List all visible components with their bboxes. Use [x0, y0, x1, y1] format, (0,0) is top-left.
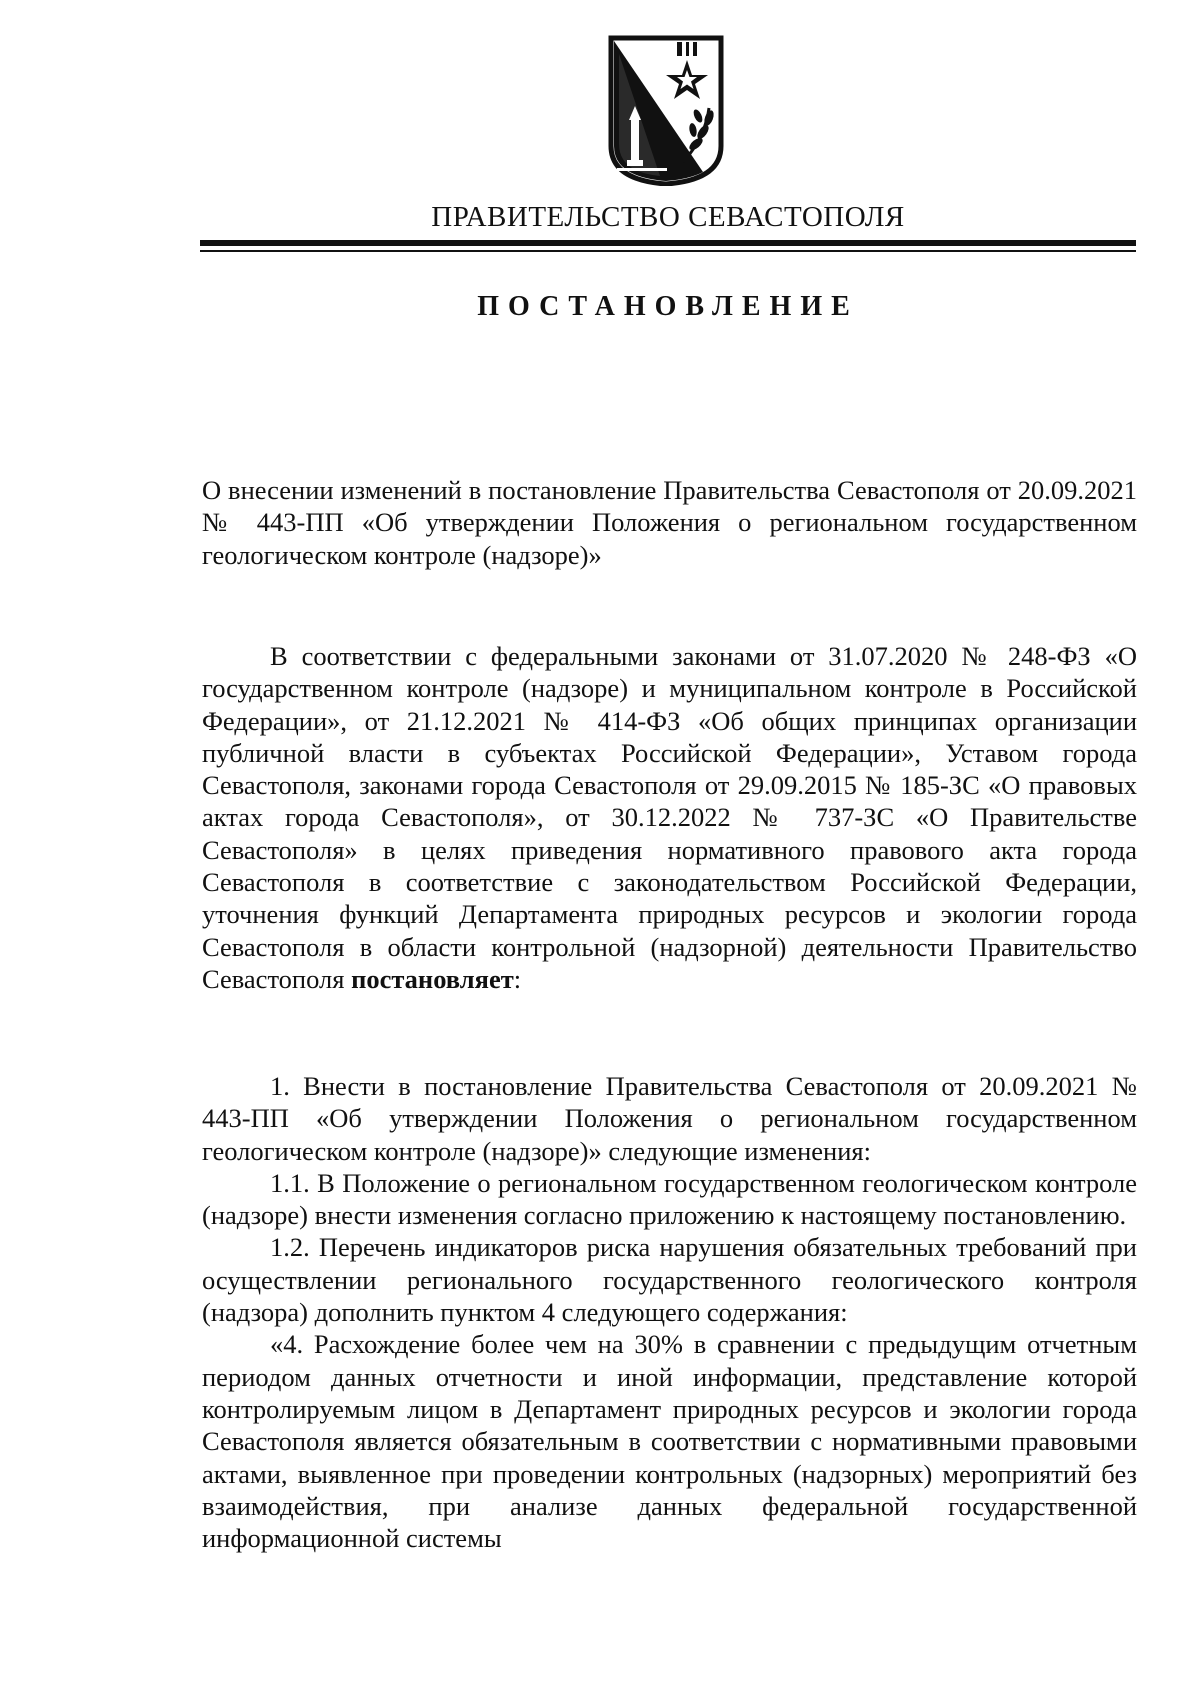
sevastopol-coat-of-arms-icon: [605, 34, 727, 186]
item-paragraph-1-1: 1.1. В Положение о региональном государственном геологическом контроле (надзоре) внести изменения согласно приложению к настоящему постановлению.: [202, 1167, 1137, 1231]
subject-text: О внесении изменений в постановление Правительства Севастополя от 20.09.2021 № 443-ПП «Об утверждении Положения о региональном государственном геологическом контроле (надзоре)»: [202, 475, 1137, 570]
item-paragraph-1: 1. Внести в постановление Правительства Севастополя от 20.09.2021 № 443-ПП «Об утверждении Положения о региональном государственном геологическом контроле (надзоре)» следующие изменения:: [202, 1071, 1137, 1166]
header-rule-thick: [200, 240, 1136, 246]
preamble-text: В соответствии с федеральными законами от 31.07.2020 № 248-ФЗ «О государственном контроле (надзоре) и муниципальном контроле в Российской Федерации», от 21.12.2021 № 414-ФЗ «Об общих принципах организации публичной власти в субъектах Российской Федерации», Уставом города Севастополя, законами города Севастополя от 29.09.2015 № 185-ЗС «О правовых актах города Севастополя», от 30.12.2022 № 737-ЗС «О Правительстве Севастополя» в целях приведения нормативного правового акта города Севастополя в соответствие с законодательством Российской Федерации, уточнения функций Департамента природных ресурсов и экологии города Севастополя в области контрольной (надзорной) деятельности Правительство Севастополя: [202, 641, 1137, 994]
document-subject: [202, 474, 1137, 571]
preamble-colon: :: [513, 963, 522, 994]
document-type-title: ПОСТАНОВЛЕНИЕ: [477, 291, 859, 322]
preamble-verb: постановляет: [351, 963, 514, 994]
item-paragraph-1-2: 1.2. Перечень индикаторов риска нарушения обязательных требований при осуществлении регионального государственного геологического контроля (надзора) дополнить пунктом 4 следующего содержания:: [202, 1232, 1137, 1328]
organization-name: ПРАВИТЕЛЬСТВО СЕВАСТОПОЛЯ: [431, 201, 905, 233]
header-rule-thin: [200, 250, 1136, 252]
document-preamble: [202, 640, 1137, 995]
preamble-paragraph: [202, 640, 1137, 995]
document-items: [202, 1070, 1137, 1554]
item-paragraph-4-quote: «4. Расхождение более чем на 30% в сравнении с предыдущим отчетным периодом данных отчетности и иной информации, представление которой контролируемым лицом в Департамент природных ресурсов и экологии города Севастополя является обязательным в соответствии с нормативными правовыми актами, выявленное при проведении контрольных (надзорных) мероприятий без взаимодействия, при анализе данных федеральной государственной информационной системы: [202, 1329, 1137, 1554]
